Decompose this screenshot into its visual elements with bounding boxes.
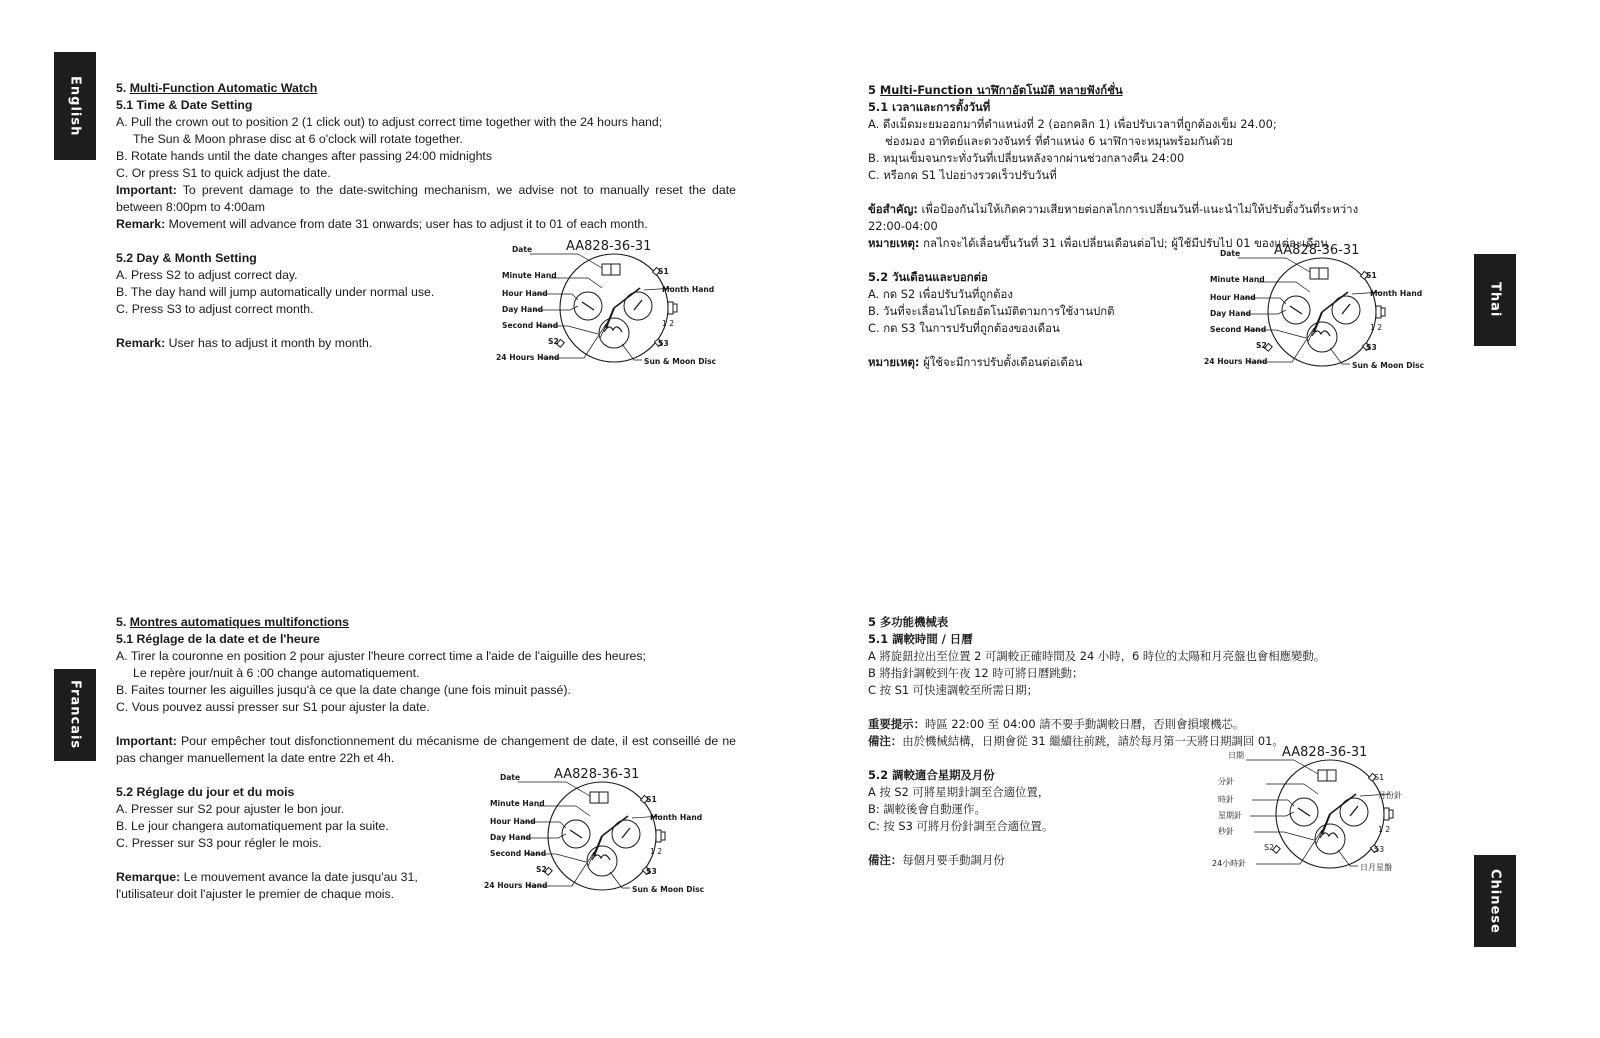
chinese-remark: 備注：由於機械結構，日期會從 31 繼續往前跳，請於每月第一天將日期調回 01。 — [868, 734, 1284, 748]
label-s1: S1 — [658, 267, 669, 276]
month-hand — [634, 300, 642, 310]
watch-diagram-thai — [1204, 243, 1434, 379]
tab-thai-label: Thai — [1487, 282, 1503, 318]
sun-moon-subdial — [1307, 322, 1337, 352]
english-s51-a2: The Sun & Moon phrase disc at 6 o'clock will rotate together. — [133, 132, 463, 146]
chinese-important: 重要提示：時區 22:00 至 04:00 請不要手動調較日曆，否則會損壞機芯。 — [868, 717, 1245, 731]
english-s52-a: A. Press S2 to adjust correct day. — [116, 268, 298, 282]
sun-moon-subdial — [587, 846, 617, 876]
french-s51-a: A. Tirer la couronne en position 2 pour ajuster l'heure correct time a l'aide de l'aiguille des heures; — [116, 649, 646, 663]
french-remark-2: l'utilisateur doit l'ajuster le premier de chaque mois. — [116, 887, 395, 901]
chinese-s51-heading: 5.1 調較時間 / 日曆 — [868, 632, 973, 646]
minute-hand — [1330, 794, 1356, 814]
thai-s52-c: C. กด S3 ในการปรับที่ถูกต้องของเดือน — [868, 321, 1060, 335]
chinese-s51-b: B 將指針調較到午夜 12 時可將日曆跳動； — [868, 666, 1084, 680]
label-s3: S3 — [1366, 343, 1377, 352]
tab-francais-label: Francais — [67, 680, 83, 750]
thai-s52-heading: 5.2 วันเดือนและบอกต่อ — [868, 270, 988, 284]
label-date: Date — [512, 245, 533, 254]
date-window — [1318, 770, 1327, 781]
chinese-s51-c: C 按 S1 可快速調較至所需日期； — [868, 683, 1038, 697]
label-s1: S1 — [1374, 773, 1385, 782]
label-24-hours-hand: 24小時針 — [1212, 859, 1247, 868]
label-minute-hand: Minute Hand — [502, 271, 557, 280]
thai-title: 5 Multi-Function นาฬิกาอัตโนมัติ หลายฟังก์ชั่น — [868, 83, 1123, 97]
day-hand — [1290, 306, 1302, 314]
crown — [656, 830, 661, 842]
label-second-hand: Second Hand — [490, 849, 547, 858]
french-s51-c: C. Vous pouvez aussi presser sur S1 pour ajuster la date. — [116, 700, 430, 714]
label-crown-positions: 1 2 — [662, 319, 675, 328]
label-crown-positions: 1 2 — [1370, 323, 1383, 332]
label-s1: S1 — [646, 795, 657, 804]
tab-chinese-label: Chinese — [1487, 868, 1503, 934]
french-s52-b: B. Le jour changera automatiquement par la suite. — [116, 819, 389, 833]
french-s52-c: C. Presser sur S3 pour régler le mois. — [116, 836, 322, 850]
watch-diagram-chinese — [1212, 745, 1442, 881]
tab-chinese — [1474, 855, 1516, 947]
english-remark: Remark: Movement will advance from date 31 onwards; user has to adjust it to 01 of each month. — [116, 217, 648, 231]
english-s51-b: B. Rotate hands until the date changes after passing 24:00 midnights — [116, 149, 492, 163]
chinese-remark2: 備注：每個月要手動調月份 — [868, 853, 1005, 867]
thai-s51-a: A. ดึงเม็ดมะยมออกมาที่ตำแหน่งที่ 2 (ออกคลิก 1) เพื่อปรับเวลาที่ถูกต้องเข็ม 24.00; — [868, 117, 1277, 131]
french-s51-a2: Le repère jour/nuit à 6 :00 change automatiquement. — [133, 666, 420, 680]
label-minute-hand: Minute Hand — [1210, 275, 1265, 284]
label-minute-hand: Minute Hand — [490, 799, 545, 808]
label-month-hand: Month Hand — [650, 813, 703, 822]
label-date: Date — [1220, 249, 1241, 258]
label-minute-hand: 分針 — [1218, 777, 1234, 786]
sun-moon-subdial — [599, 318, 629, 348]
label-second-hand: Second Hand — [1210, 325, 1267, 334]
month-hand — [622, 828, 630, 838]
english-s52-heading: 5.2 Day & Month Setting — [116, 251, 257, 265]
watch-diagram-french — [484, 767, 714, 903]
label-day-hand: Day Hand — [490, 833, 532, 842]
thai-important: ข้อสำคัญ: เพื่อป้องกันไม่ให้เกิดความเสียหายต่อกลไกการเปลี่ยนวันที่-แนะนำไม่ให้ปรับตั้งวันที่ระหว่าง — [868, 202, 1359, 216]
crown — [668, 302, 673, 314]
second-hand — [588, 836, 602, 866]
label-s2: S2 — [548, 337, 559, 346]
thai-remark: หมายเหตุ: กลไกจะได้เลื่อนขึ้นวันที่ 31 เพื่อเปลี่ยนเดือนต่อไป; ผู้ใช้มีปรับไป 01 ของแต่ละเดือน — [868, 236, 1329, 250]
label-sun-moon-disc: Sun & Moon Disc — [632, 885, 705, 894]
chinese-title: 5 多功能機械表 — [868, 615, 949, 629]
label-hour-hand: Hour Hand — [490, 817, 536, 826]
label-hour-hand: Hour Hand — [1210, 293, 1256, 302]
english-important: Important: To prevent damage to the date-switching mechanism, we advise not to manually reset the date between 8:00pm to 4:00am — [116, 183, 736, 214]
minute-hand — [602, 816, 628, 836]
second-hand — [600, 308, 614, 338]
label-s2: S2 — [536, 865, 547, 874]
chinese-s52-heading: 5.2 調較適合星期及月份 — [868, 768, 995, 782]
label-s2: S2 — [1256, 341, 1267, 350]
thai-s52-b: B. วันที่จะเลื่อนไปโดยอัตโนมัติตามการใช้งานปกติ — [868, 304, 1115, 318]
chinese-s52-c: C: 按 S3 可將月份針調至合適位置。 — [868, 819, 1054, 833]
french-remark: Remarque: Le mouvement avance la date jusqu'au 31, — [116, 870, 418, 884]
label-24-hours-hand: 24 Hours Hand — [484, 881, 548, 890]
diagram-model-number: AA828-36-31 — [554, 767, 640, 782]
chinese-s52-a: A 按 S2 可將星期針調至合適位置， — [868, 785, 1050, 799]
label-second-hand: 秒針 — [1218, 827, 1234, 836]
diagram-model-number: AA828-36-31 — [566, 239, 652, 254]
date-window — [1310, 268, 1319, 279]
label-hour-hand: 時針 — [1218, 795, 1234, 804]
label-crown-positions: 1 2 — [650, 847, 663, 856]
thai-s51-b: B. หมุนเข็มจนกระทั่งวันที่เปลี่ยนหลังจากผ่านช่วงกลางคืน 24:00 — [868, 151, 1185, 165]
label-sun-moon-disc: Sun & Moon Disc — [644, 357, 717, 366]
label-crown-positions: 1 2 — [1378, 825, 1391, 834]
day-hand — [570, 830, 582, 838]
english-s52-b: B. The day hand will jump automatically under normal use. — [116, 285, 435, 299]
label-24-hours-hand: 24 Hours Hand — [496, 353, 560, 362]
thai-remark2: หมายเหตุ: ผู้ใช้จะมีการปรับตั้งเดือนต่อเดือน — [868, 355, 1083, 369]
diagram-model-number: AA828-36-31 — [1282, 745, 1368, 760]
thai-s51-c: C. หรือกด S1 ไปอย่างรวดเร็วปรับวันที่ — [868, 168, 1057, 182]
day-hand — [582, 302, 594, 310]
english-s51-a: A. Pull the crown out to position 2 (1 click out) to adjust correct time together with the 24 hours hand; — [116, 115, 663, 129]
label-second-hand: Second Hand — [502, 321, 559, 330]
label-s3: S3 — [646, 867, 657, 876]
tab-thai — [1474, 254, 1516, 346]
thai-s51-heading: 5.1 เวลาและการตั้งวันที่ — [868, 100, 991, 114]
label-sun-moon-disc: 日月星盤 — [1360, 863, 1392, 872]
english-title: 5. Multi-Function Automatic Watch — [116, 81, 318, 95]
crown — [1376, 306, 1381, 318]
chinese-s51-a: A 將旋鈕拉出至位置 2 可調較正確時間及 24 小時，6 時位的太陽和月亮盤也會相應變動。 — [868, 649, 1326, 663]
label-hour-hand: Hour Hand — [502, 289, 548, 298]
label-s3: S3 — [1374, 845, 1385, 854]
tab-english-label: English — [67, 75, 83, 137]
label-month-hand: 月份針 — [1378, 791, 1402, 800]
minute-hand — [614, 288, 640, 308]
english-s52-c: C. Press S3 to adjust correct month. — [116, 302, 314, 316]
tab-francais — [54, 669, 96, 761]
label-month-hand: Month Hand — [1370, 289, 1423, 298]
english-s51-c: C. Or press S1 to quick adjust the date. — [116, 166, 331, 180]
watch-diagram-english — [496, 239, 726, 375]
diagram-model-number: AA828-36-31 — [1274, 243, 1360, 258]
thai-s52-a: A. กด S2 เพื่อปรับวันที่ถูกต้อง — [868, 287, 1013, 301]
french-title: 5. Montres automatiques multifonctions — [116, 615, 349, 629]
crown — [1384, 808, 1389, 820]
french-s51-b: B. Faites tourner les aiguilles jusqu'à ce que la date change (une fois minuit passé). — [116, 683, 571, 697]
thai-important-2: 22:00-04:00 — [868, 219, 938, 233]
label-day-hand: Day Hand — [502, 305, 544, 314]
french-s52-a: A. Presser sur S2 pour ajuster le bon jour. — [116, 802, 345, 816]
thai-s51-a2: ช่องมอง อาทิตย์และดวงจันทร์ ที่ตำแหน่ง 6 นาฬิกาจะหมุนพร้อมกันด้วย — [885, 134, 1233, 148]
label-s1: S1 — [1366, 271, 1377, 280]
label-s3: S3 — [658, 339, 669, 348]
chinese-s52-b: B: 調較後會自動運作。 — [868, 802, 986, 816]
french-s51-heading: 5.1 Réglage de la date et de l'heure — [116, 632, 320, 646]
second-hand — [1308, 312, 1322, 342]
label-24-hours-hand: 24 Hours Hand — [1204, 357, 1268, 366]
month-hand — [1342, 304, 1350, 314]
french-s52-heading: 5.2 Réglage du jour et du mois — [116, 785, 295, 799]
french-important: Important: Pour empêcher tout disfonctionnement du mécanisme de changement de date, il est conseillé de ne pas changer manuellement la date entre 22h et 4h. — [116, 734, 736, 765]
label-s2: S2 — [1264, 843, 1275, 852]
date-window — [602, 264, 611, 275]
date-window — [590, 792, 599, 803]
english-remark2: Remark: User has to adjust it month by month. — [116, 336, 373, 350]
sun-moon-subdial — [1315, 824, 1345, 854]
minute-hand — [1322, 292, 1348, 312]
english-s51-heading: 5.1 Time & Date Setting — [116, 98, 253, 112]
label-date: Date — [500, 773, 521, 782]
day-hand — [1298, 808, 1310, 816]
second-hand — [1316, 814, 1330, 844]
label-sun-moon-disc: Sun & Moon Disc — [1352, 361, 1425, 370]
label-day-hand: Day Hand — [1210, 309, 1252, 318]
tab-english — [54, 52, 96, 160]
month-hand — [1350, 806, 1358, 816]
label-month-hand: Month Hand — [662, 285, 715, 294]
label-day-hand: 星期針 — [1218, 811, 1242, 820]
label-date: 日期 — [1228, 751, 1244, 760]
